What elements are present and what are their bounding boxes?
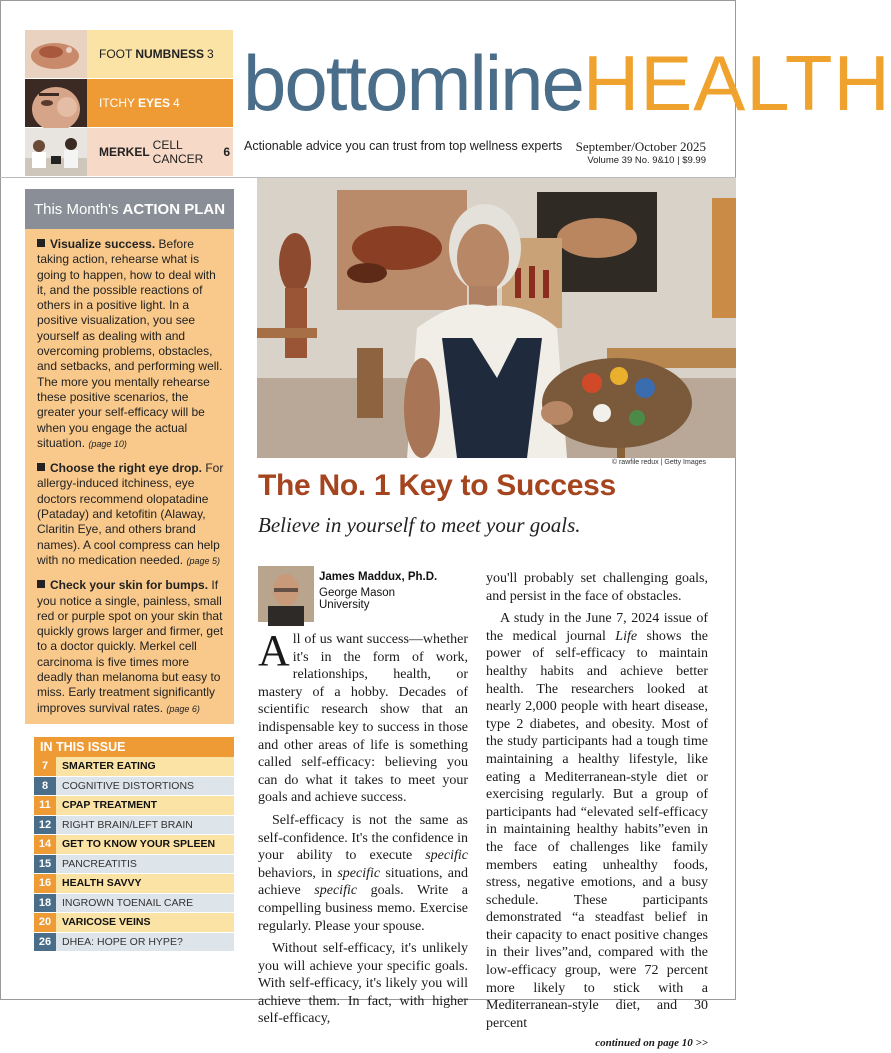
masthead-tagline: Actionable advice you can trust from top wellness experts [244,139,563,153]
teaser-label: ITCHY EYES 4 [87,79,233,127]
teaser-foot-numbness[interactable] [25,30,233,78]
in-this-issue-heading: IN THIS ISSUE [34,737,234,757]
contents-row[interactable]: 18 INGROWN TOENAIL CARE [34,894,234,914]
page-reference[interactable]: (page 5) [186,555,220,566]
foot-photo-icon [25,30,87,78]
contents-row[interactable]: 8 COGNITIVE DISTORTIONS [34,777,234,797]
author-byline [258,566,448,626]
bullet-square-icon [37,239,45,247]
teaser-itchy-eyes[interactable] [25,79,233,127]
contents-row[interactable]: 14 GET TO KNOW YOUR SPLEEN [34,835,234,855]
bullet-square-icon [37,463,45,471]
photo-credit: © rawfile redux | Getty Images [611,459,706,466]
author-name: James Maddux, Ph.D. [319,571,438,583]
article-deck: Believe in yourself to meet your goals. [258,513,581,537]
issue-date: September/October 2025 [575,139,706,154]
teaser-label: FOOT NUMBNESS 3 [87,30,233,78]
bullet-square-icon [37,580,45,588]
masthead-logo[interactable]: bottomlineHEALTH [243,39,891,127]
author-affiliation: George Mason University [319,587,396,611]
contents-row[interactable]: 26 DHEA: HOPE OR HYPE? [34,933,234,953]
in-this-issue [34,737,234,952]
action-plan-heading: This Month's ACTION PLAN [25,189,234,229]
doctor-photo-icon [25,128,87,176]
contents-row[interactable]: 15 PANCREATITIS [34,855,234,875]
teaser-merkel-cell-cancer[interactable] [25,128,233,176]
contents-row[interactable]: 20 VARICOSE VEINS [34,913,234,933]
action-item: Choose the right eye drop. For allergy-induced itchiness, eye doctors recommend olopatadine (Pataday) and ketofitin (Alaway, Claritin Eye, and others brand names). A cool compress can help with no medication needed. (page 5) [37,461,224,567]
teaser-label: MERKEL CELL CANCER 6 [87,128,233,176]
page-reference[interactable]: (page 10) [88,438,127,449]
cover-teasers [25,30,233,176]
article-headline: The No. 1 Key to Success [258,469,616,502]
continued-link[interactable]: continued on page 10 >> [595,1037,708,1050]
issue-volume: Volume 39 No. 9&10 | $9.99 [587,155,706,166]
action-plan-box [25,189,234,724]
article-column-2 [486,570,708,1053]
author-photo-icon [258,566,314,622]
eyes-photo-icon [25,79,87,127]
contents-row[interactable]: 12 RIGHT BRAIN/LEFT BRAIN [34,816,234,836]
action-item: Check your skin for bumps. If you notice a single, painless, small red or purple spot on your skin that quickly grows larger and firmer, get to a doctor quickly. Merkel cell carcinoma is five times more deadly than melanoma but easy to miss. Early treatment significantly improves survival rates. (page 6) [37,578,224,715]
action-item: Visualize success. Before taking action, rehearse what is going to happen, how to deal with it, and the possible reactions of others in a positive light. In a positive visualization, you see yourself as dealing with and overcoming problems, obstacles, and setbacks, and performing well. The more you mentally rehearse these positive scenarios, the greater your self-efficacy will be when you engage the actual situation. (page 10) [37,237,223,450]
article-paragraph: All of us want success—whether it's in the form of work, relationships, health, or mastery of a hobby. Decades of scientific research show that an indispensable key to success in those and other areas of life is something called self-efficacy: believing you can do what it takes to meet your goals and achieve success. [258,626,468,806]
contents-row[interactable]: 11 CPAP TREATMENT [34,796,234,816]
article-column-1 [258,626,469,1033]
contents-row[interactable]: 7 SMARTER EATING [34,757,234,777]
article-paragraph: you'll probably set challenging goals, and persist in the face of obstacles. [486,571,708,604]
drop-cap: A [258,626,290,675]
article-paragraph: A study in the June 7, 2024 issue of the medical journal Life shows the power of self-efficacy to maintain healthy habits and achieve better health. The researchers looked at nearly 2,000 people with heart disease, type 2 diabetes, and obesity. Most of the study participants had a tough time maintaining a healthy lifestyle, like eating a Mediterranean-style diet or exercising regularly. But a group of participants had “elevated self-efficacy in maintaining healthy habits”even in the face of challenges like family members eating unhealthy foods, stress, negative emotions, and a busy schedule. These participants demonstrated “a steadfast belief in their capacity to enact positive changes in their lives”and, compared with the low-efficacy group, were 72 percent more likely to stick with a Mediterranean-style diet, and 30 percent [486,611,708,1031]
article-paragraph: Without self-efficacy, it's unlikely you will achieve your specific goals. With self-efficacy, it's likely you will achieve them. In fact, with higher self-efficacy, [258,941,468,1027]
page-reference[interactable]: (page 6) [166,703,200,714]
article-paragraph: Self-efficacy is not the same as self-confidence. It's the confidence in your ability to execute specific behaviors, in specific situations, and achieve specific goals. Write a compelling business memo. Exercise regularly. Please your spouse. [258,812,469,934]
contents-row[interactable]: 16 HEALTH SAVVY [34,874,234,894]
artist-photo-icon [257,178,736,458]
